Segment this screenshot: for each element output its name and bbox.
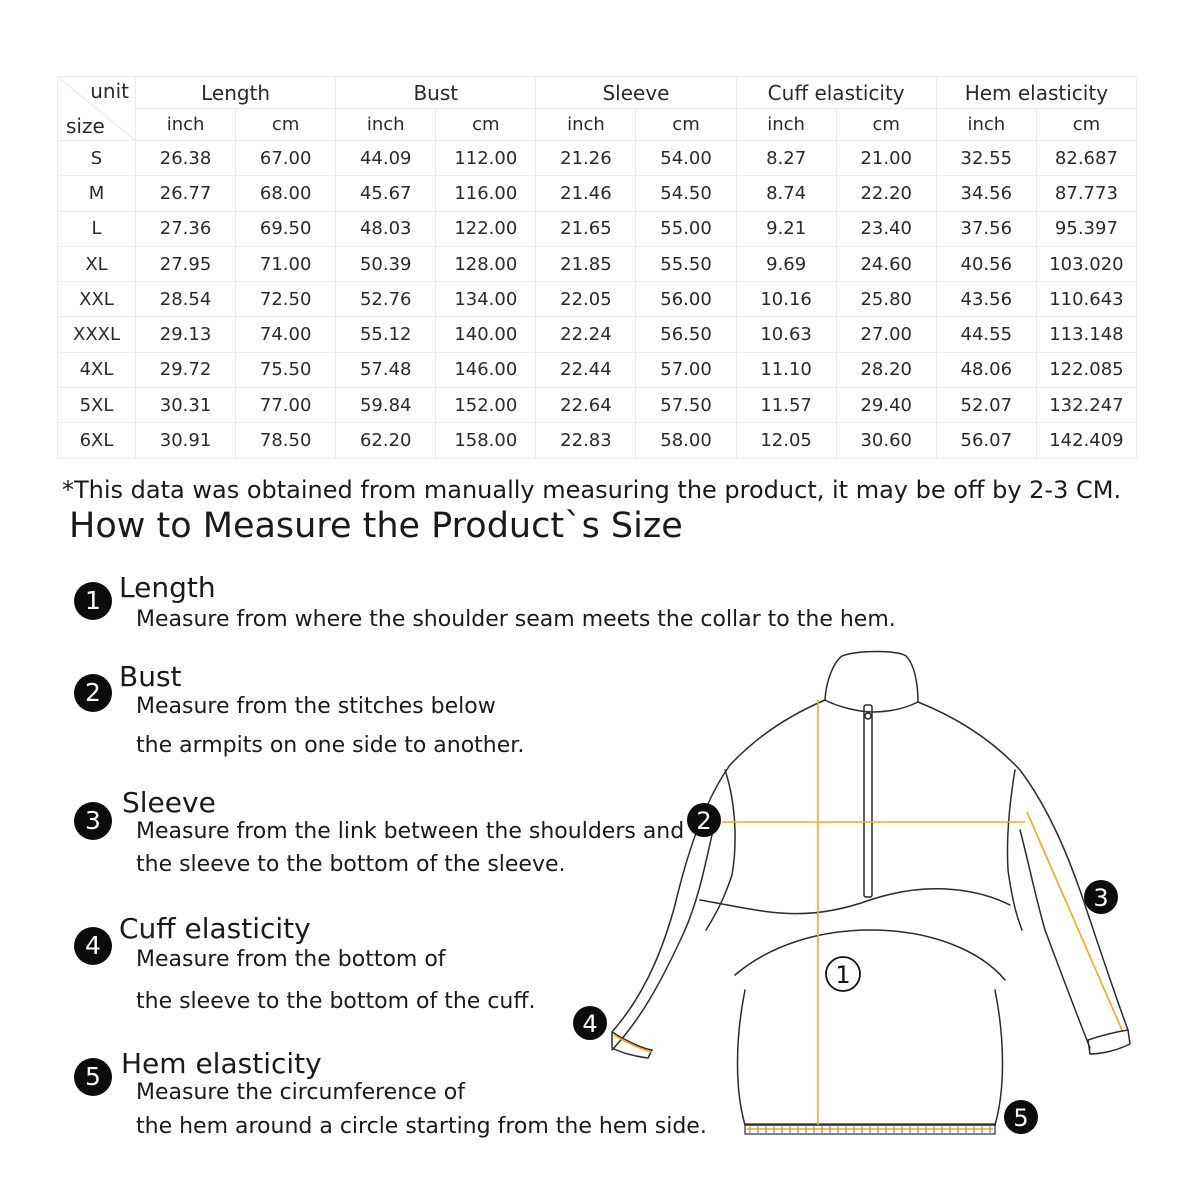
size-cell: XXL bbox=[58, 282, 136, 317]
value-cell: 12.05 bbox=[736, 423, 836, 458]
value-cell: 9.69 bbox=[736, 246, 836, 281]
unit-header: inch bbox=[536, 109, 636, 141]
value-cell: 21.46 bbox=[536, 176, 636, 211]
value-cell: 95.397 bbox=[1036, 211, 1136, 246]
number-badge: 3 bbox=[74, 802, 112, 840]
value-cell: 58.00 bbox=[636, 423, 736, 458]
value-cell: 68.00 bbox=[236, 176, 336, 211]
value-cell: 128.00 bbox=[436, 246, 536, 281]
value-cell: 10.16 bbox=[736, 282, 836, 317]
jacket-left-side bbox=[612, 700, 825, 1032]
column-group-bust: Bust bbox=[336, 77, 536, 109]
value-cell: 8.74 bbox=[736, 176, 836, 211]
waist-seam bbox=[700, 889, 1010, 914]
value-cell: 113.148 bbox=[1036, 317, 1136, 352]
value-cell: 22.44 bbox=[536, 352, 636, 387]
value-cell: 29.72 bbox=[136, 352, 236, 387]
unit-header: cm bbox=[836, 109, 936, 141]
value-cell: 55.50 bbox=[636, 246, 736, 281]
value-cell: 140.00 bbox=[436, 317, 536, 352]
value-cell: 23.40 bbox=[836, 211, 936, 246]
value-cell: 11.10 bbox=[736, 352, 836, 387]
value-cell: 116.00 bbox=[436, 176, 536, 211]
column-group-hem-elasticity: Hem elasticity bbox=[936, 77, 1136, 109]
marker-4 bbox=[573, 1006, 607, 1040]
size-cell: XL bbox=[58, 246, 136, 281]
marker-3 bbox=[1084, 880, 1118, 914]
table-row bbox=[58, 388, 1137, 423]
value-cell: 142.409 bbox=[1036, 423, 1136, 458]
value-cell: 62.20 bbox=[336, 423, 436, 458]
value-cell: 48.06 bbox=[936, 352, 1036, 387]
marker-label: 1 bbox=[835, 961, 851, 989]
instruction-title: Sleeve bbox=[122, 786, 216, 819]
value-cell: 56.50 bbox=[636, 317, 736, 352]
value-cell: 74.00 bbox=[236, 317, 336, 352]
size-cell: 4XL bbox=[58, 352, 136, 387]
value-cell: 22.64 bbox=[536, 388, 636, 423]
corner-unit-label: unit bbox=[90, 79, 129, 103]
value-cell: 30.60 bbox=[836, 423, 936, 458]
value-cell: 27.95 bbox=[136, 246, 236, 281]
unit-header: cm bbox=[1036, 109, 1136, 141]
value-cell: 56.07 bbox=[936, 423, 1036, 458]
value-cell: 158.00 bbox=[436, 423, 536, 458]
instruction-title: Hem elasticity bbox=[121, 1047, 322, 1080]
value-cell: 103.020 bbox=[1036, 246, 1136, 281]
value-cell: 32.55 bbox=[936, 141, 1036, 176]
value-cell: 44.55 bbox=[936, 317, 1036, 352]
instruction-line: the sleeve to the bottom of the cuff. bbox=[136, 989, 536, 1014]
value-cell: 10.63 bbox=[736, 317, 836, 352]
value-cell: 24.60 bbox=[836, 246, 936, 281]
value-cell: 48.03 bbox=[336, 211, 436, 246]
marker-5 bbox=[1004, 1100, 1038, 1134]
value-cell: 134.00 bbox=[436, 282, 536, 317]
value-cell: 57.50 bbox=[636, 388, 736, 423]
instruction-title: Length bbox=[119, 571, 216, 604]
value-cell: 21.00 bbox=[836, 141, 936, 176]
unit-header: inch bbox=[736, 109, 836, 141]
value-cell: 69.50 bbox=[236, 211, 336, 246]
column-group-cuff-elasticity: Cuff elasticity bbox=[736, 77, 936, 109]
value-cell: 30.31 bbox=[136, 388, 236, 423]
marker-label: 5 bbox=[1013, 1104, 1029, 1132]
value-cell: 26.77 bbox=[136, 176, 236, 211]
marker-2 bbox=[687, 803, 721, 837]
size-chart-table bbox=[57, 76, 1137, 459]
value-cell: 21.26 bbox=[536, 141, 636, 176]
table-row bbox=[58, 246, 1137, 281]
unit-header: inch bbox=[336, 109, 436, 141]
value-cell: 37.56 bbox=[936, 211, 1036, 246]
pouch-arc bbox=[735, 930, 1005, 980]
value-cell: 26.38 bbox=[136, 141, 236, 176]
value-cell: 122.085 bbox=[1036, 352, 1136, 387]
value-cell: 82.687 bbox=[1036, 141, 1136, 176]
value-cell: 55.00 bbox=[636, 211, 736, 246]
value-cell: 29.13 bbox=[136, 317, 236, 352]
value-cell: 22.05 bbox=[536, 282, 636, 317]
value-cell: 112.00 bbox=[436, 141, 536, 176]
value-cell: 21.85 bbox=[536, 246, 636, 281]
measurement-note: *This data was obtained from manually measuring the product, it may be off by 2-3 CM. bbox=[62, 476, 1122, 504]
size-cell: 6XL bbox=[58, 423, 136, 458]
marker-label: 4 bbox=[582, 1010, 598, 1038]
table-row bbox=[58, 211, 1137, 246]
value-cell: 146.00 bbox=[436, 352, 536, 387]
value-cell: 54.00 bbox=[636, 141, 736, 176]
collar-outline bbox=[825, 652, 918, 703]
how-to-measure-heading: How to Measure the Product`s Size bbox=[69, 506, 683, 546]
right-sleeve-seam bbox=[1007, 770, 1022, 930]
instruction-line: the hem around a circle starting from the hem side. bbox=[136, 1114, 707, 1139]
right-cuff bbox=[1088, 1030, 1130, 1054]
size-cell: M bbox=[58, 176, 136, 211]
jacket-outline-icon bbox=[560, 640, 1200, 1140]
jacket-right-side bbox=[918, 702, 1128, 1030]
marker-label: 2 bbox=[696, 807, 712, 835]
zipper-pull bbox=[865, 713, 871, 719]
instruction-line: Measure from the stitches below bbox=[136, 694, 496, 719]
marker-1 bbox=[826, 957, 860, 991]
instruction-line: the sleeve to the bottom of the sleeve. bbox=[136, 852, 566, 877]
value-cell: 43.56 bbox=[936, 282, 1036, 317]
number-badge: 5 bbox=[74, 1058, 112, 1096]
value-cell: 75.50 bbox=[236, 352, 336, 387]
value-cell: 57.48 bbox=[336, 352, 436, 387]
value-cell: 30.91 bbox=[136, 423, 236, 458]
value-cell: 72.50 bbox=[236, 282, 336, 317]
value-cell: 21.65 bbox=[536, 211, 636, 246]
value-cell: 22.83 bbox=[536, 423, 636, 458]
value-cell: 28.20 bbox=[836, 352, 936, 387]
lower-body bbox=[738, 990, 1003, 1125]
value-cell: 110.643 bbox=[1036, 282, 1136, 317]
size-cell: L bbox=[58, 211, 136, 246]
value-cell: 45.67 bbox=[336, 176, 436, 211]
value-cell: 34.56 bbox=[936, 176, 1036, 211]
value-cell: 40.56 bbox=[936, 246, 1036, 281]
value-cell: 78.50 bbox=[236, 423, 336, 458]
zipper bbox=[864, 705, 872, 897]
value-cell: 57.00 bbox=[636, 352, 736, 387]
value-cell: 44.09 bbox=[336, 141, 436, 176]
instruction-title: Bust bbox=[119, 660, 182, 693]
unit-header: inch bbox=[936, 109, 1036, 141]
table-row bbox=[58, 282, 1137, 317]
unit-header: inch bbox=[136, 109, 236, 141]
instruction-line: Measure the circumference of bbox=[136, 1080, 465, 1105]
number-badge: 2 bbox=[74, 674, 112, 712]
instruction-title: Cuff elasticity bbox=[119, 912, 311, 945]
value-cell: 25.80 bbox=[836, 282, 936, 317]
instruction-line: Measure from the bottom of bbox=[136, 947, 446, 972]
number-badge: 1 bbox=[74, 582, 112, 620]
value-cell: 11.57 bbox=[736, 388, 836, 423]
value-cell: 50.39 bbox=[336, 246, 436, 281]
value-cell: 52.07 bbox=[936, 388, 1036, 423]
value-cell: 59.84 bbox=[336, 388, 436, 423]
size-cell: XXXL bbox=[58, 317, 136, 352]
value-cell: 55.12 bbox=[336, 317, 436, 352]
jacket-left-underarm bbox=[612, 835, 712, 1050]
value-cell: 9.21 bbox=[736, 211, 836, 246]
size-cell: 5XL bbox=[58, 388, 136, 423]
value-cell: 87.773 bbox=[1036, 176, 1136, 211]
size-rows bbox=[58, 141, 1137, 459]
table-row bbox=[58, 176, 1137, 211]
size-cell: S bbox=[58, 141, 136, 176]
value-cell: 67.00 bbox=[236, 141, 336, 176]
instruction-line: the armpits on one side to another. bbox=[136, 733, 525, 758]
table-row bbox=[58, 317, 1137, 352]
value-cell: 152.00 bbox=[436, 388, 536, 423]
number-badge: 4 bbox=[74, 927, 112, 965]
jacket-right-underarm bbox=[1020, 830, 1090, 1048]
value-cell: 122.00 bbox=[436, 211, 536, 246]
column-group-length: Length bbox=[136, 77, 336, 109]
marker-label: 3 bbox=[1093, 884, 1109, 912]
sleeve-measure-line bbox=[1027, 812, 1122, 1030]
unit-header: cm bbox=[236, 109, 336, 141]
value-cell: 54.50 bbox=[636, 176, 736, 211]
value-cell: 29.40 bbox=[836, 388, 936, 423]
value-cell: 22.20 bbox=[836, 176, 936, 211]
table-row bbox=[58, 141, 1137, 176]
instruction-line: Measure from the link between the shoulders and bbox=[136, 819, 685, 844]
value-cell: 27.36 bbox=[136, 211, 236, 246]
instruction-line: Measure from where the shoulder seam meets the collar to the hem. bbox=[136, 607, 896, 632]
value-cell: 52.76 bbox=[336, 282, 436, 317]
table-corner-cell bbox=[58, 77, 136, 141]
table-row bbox=[58, 352, 1137, 387]
value-cell: 71.00 bbox=[236, 246, 336, 281]
unit-header: cm bbox=[636, 109, 736, 141]
column-group-sleeve: Sleeve bbox=[536, 77, 736, 109]
value-cell: 22.24 bbox=[536, 317, 636, 352]
value-cell: 77.00 bbox=[236, 388, 336, 423]
value-cell: 27.00 bbox=[836, 317, 936, 352]
value-cell: 132.247 bbox=[1036, 388, 1136, 423]
corner-size-label: size bbox=[66, 114, 105, 138]
table-row bbox=[58, 423, 1137, 458]
value-cell: 28.54 bbox=[136, 282, 236, 317]
unit-header: cm bbox=[436, 109, 536, 141]
value-cell: 56.00 bbox=[636, 282, 736, 317]
value-cell: 8.27 bbox=[736, 141, 836, 176]
